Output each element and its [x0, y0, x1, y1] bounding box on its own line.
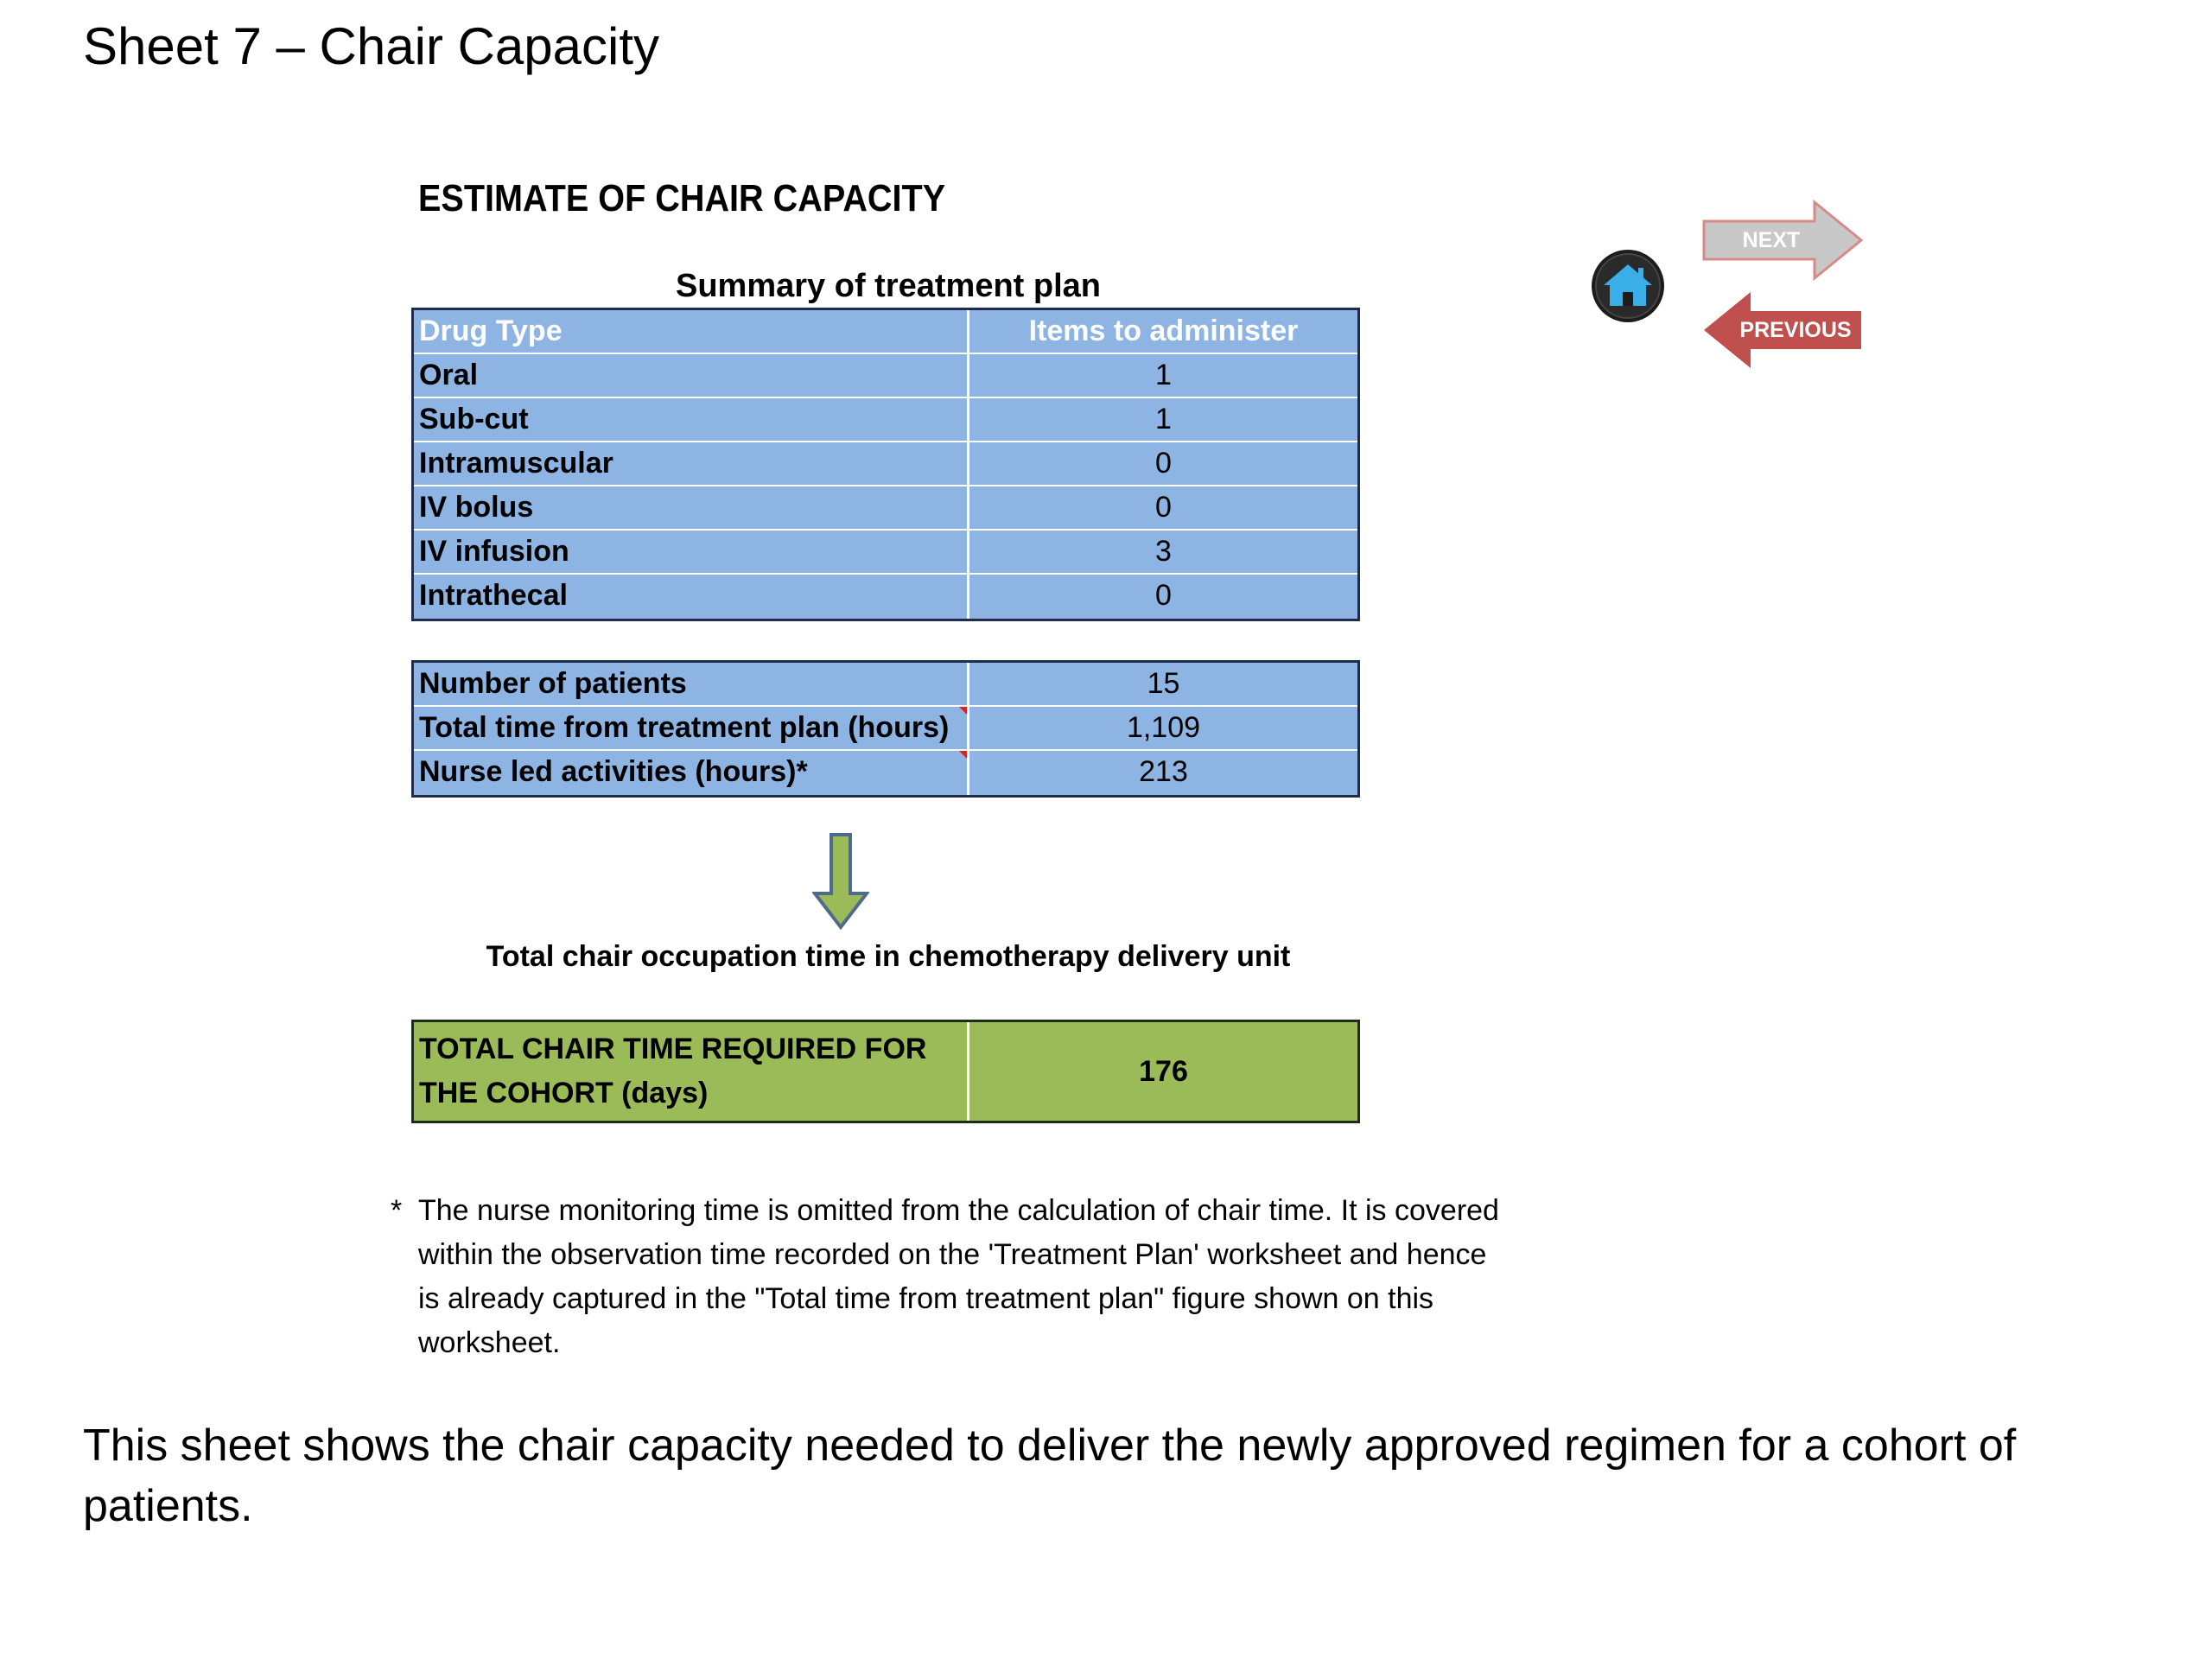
table-row — [414, 442, 1357, 486]
summary-label-text: Nurse led activities (hours)* — [419, 755, 808, 788]
table-row — [414, 751, 1357, 795]
drug-type-header: Drug Type — [414, 310, 969, 353]
previous-label: PREVIOUS — [1739, 318, 1852, 342]
items-cell[interactable]: 0 — [1155, 491, 1172, 524]
summary-value-cell[interactable]: 213 — [1139, 755, 1188, 788]
footnote-marker: * — [391, 1194, 403, 1227]
next-label: NEXT — [1742, 228, 1801, 252]
occupation-label: Total chair occupation time in chemotherapy delivery unit — [486, 940, 1291, 973]
treatment-plan-table — [411, 308, 1360, 621]
drug-type-cell[interactable]: IV infusion — [414, 531, 969, 573]
items-cell[interactable]: 1 — [1155, 359, 1172, 391]
next-button[interactable] — [1700, 199, 1865, 282]
table-row — [414, 354, 1357, 398]
down-arrow-icon — [812, 833, 869, 930]
items-header: Items to administer — [1028, 315, 1299, 347]
items-cell[interactable]: 0 — [1155, 579, 1172, 612]
drug-type-cell[interactable]: Intrathecal — [414, 575, 969, 619]
total-label-cell[interactable]: TOTAL CHAIR TIME REQUIRED FOR THE COHORT (days) — [414, 1022, 969, 1121]
summary-label-cell[interactable]: Number of patients — [414, 663, 969, 705]
items-cell[interactable]: 0 — [1155, 447, 1172, 480]
table-row — [414, 575, 1357, 619]
summary-label-cell[interactable] — [414, 707, 969, 749]
summary-label-text: Total time from treatment plan (hours) — [419, 711, 950, 744]
table-row — [414, 707, 1357, 751]
slide-description: This sheet shows the chair capacity needed to deliver the newly approved regimen for a cohort of patients. — [83, 1421, 2017, 1531]
table-header-row — [414, 310, 1357, 354]
table-row — [414, 398, 1357, 442]
summary-value-cell[interactable]: 15 — [1147, 667, 1180, 700]
drug-type-cell[interactable]: IV bolus — [414, 486, 969, 529]
drug-type-cell[interactable]: Intramuscular — [414, 442, 969, 485]
slide-title: Sheet 7 – Chair Capacity — [83, 17, 660, 75]
items-cell[interactable]: 1 — [1155, 403, 1172, 435]
total-chair-time-box — [411, 1020, 1360, 1123]
items-cell[interactable]: 3 — [1155, 535, 1172, 568]
summary-value-cell[interactable]: 1,109 — [1126, 711, 1201, 744]
home-button[interactable] — [1590, 245, 1666, 327]
summary-table — [411, 660, 1360, 798]
table-row — [414, 663, 1357, 707]
comment-indicator[interactable] — [959, 751, 967, 759]
drug-type-cell[interactable]: Oral — [414, 354, 969, 397]
footnote-text: The nurse monitoring time is omitted from the calculation of chair time. It is covered within the observation time recorded on the 'Treatment Plan' worksheet and hence is already captured in the "Total time from treatment plan" figure shown on this worksheet. — [418, 1194, 1499, 1359]
summary-label-cell[interactable] — [414, 751, 969, 795]
total-value-cell[interactable]: 176 — [1139, 1055, 1188, 1088]
table-row — [414, 486, 1357, 531]
drug-type-cell[interactable]: Sub-cut — [414, 398, 969, 441]
footnote — [391, 1189, 1514, 1365]
previous-button[interactable] — [1700, 289, 1865, 372]
table-row — [414, 531, 1357, 575]
worksheet-heading: ESTIMATE OF CHAIR CAPACITY — [418, 177, 946, 219]
treatment-plan-caption: Summary of treatment plan — [676, 268, 1101, 304]
comment-indicator[interactable] — [959, 707, 967, 715]
home-icon — [1590, 245, 1666, 327]
